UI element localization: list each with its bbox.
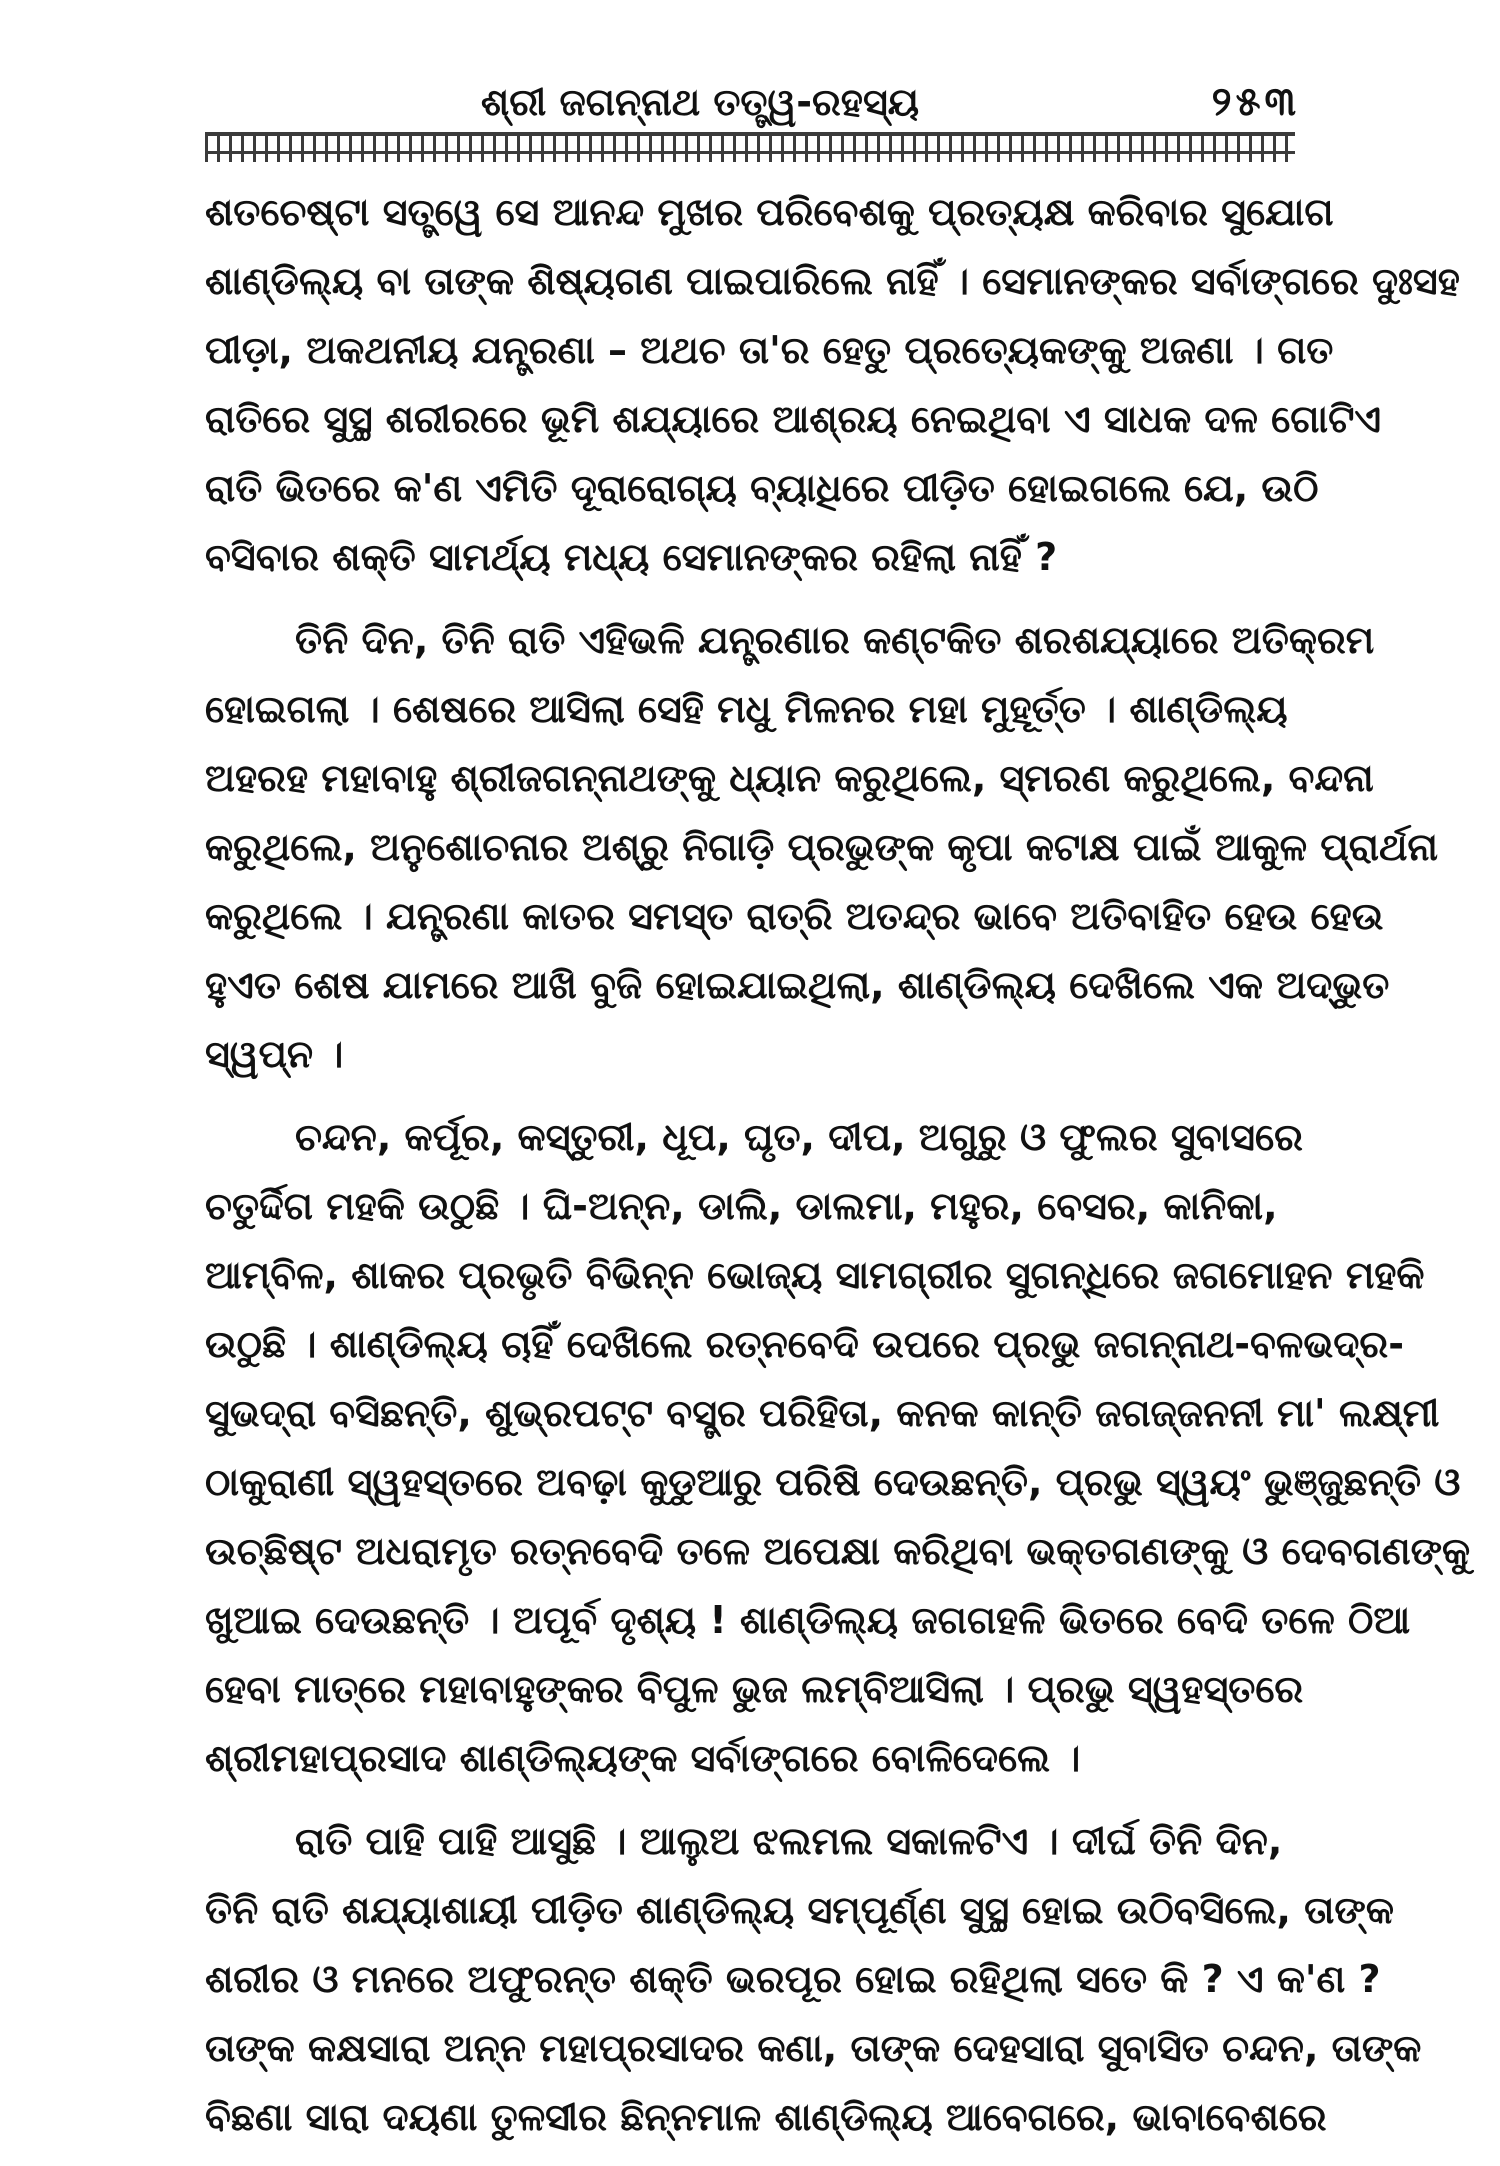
- text-line: ପୀଡ଼ା, ଅକଥନୀୟ ଯନ୍ତ୍ରଣା – ଅଥଚ ତା'ର ହେତୁ ପ୍ରତ୍ୟେକଙ୍କୁ ଅଜଣା । ଗତ: [205, 328, 1334, 372]
- text-line: ରାତି ଭିତରେ କ'ଣ ଏମିତି ଦୂରାରୋଗ୍ୟ ବ୍ୟାଧିରେ ପୀଡ଼ିତ ହୋଇଗଲେ ଯେ, ଉଠି: [205, 466, 1319, 510]
- text-line: ଶ୍ରୀମହାପ୍ରସାଦ ଶାଣ୍ଡିଲ୍ୟଙ୍କ ସର୍ବାଙ୍ଗରେ ବୋଳିଦେଲେ ।: [205, 1736, 1081, 1780]
- text-line: ତିନି ଦିନ, ତିନି ରାତି ଏହିଭଳି ଯନ୍ତ୍ରଣାର କଣ୍ଟକିତ ଶରଶଯ୍ୟାରେ ଅତିକ୍ରମ: [295, 618, 1375, 662]
- page-number: ୨୫୩: [1211, 79, 1300, 125]
- text-line: ଚନ୍ଦନ, କର୍ପୂର, କସ୍ତୁରୀ, ଧୂପ, ଘୃତ, ଦୀପ, ଅଗୁରୁ ଓ ଫୁଲର ସୁବାସରେ: [295, 1115, 1303, 1159]
- text-line: ଶାଣ୍ଡିଲ୍ୟ ବା ତାଙ୍କ ଶିଷ୍ୟଗଣ ପାଇପାରିଲେ ନାହିଁ । ସେମାନଙ୍କର ସର୍ବାଙ୍ଗରେ ଦୁଃସହ: [205, 259, 1460, 303]
- text-line: ସୁଭଦ୍ରା ବସିଛନ୍ତି, ଶୁଭ୍ରପଟ୍ଟ ବସ୍ତ୍ର ପରିହିତା, କନକ କାନ୍ତି ଜଗଜ୍ଜନନୀ ମା' ଲକ୍ଷ୍ମୀ: [205, 1391, 1440, 1435]
- paragraph-2: [205, 606, 1438, 1089]
- text-line: ବସିବାର ଶକ୍ତି ସାମର୍ଥ୍ୟ ମଧ୍ୟ ସେମାନଙ୍କର ରହିଲା ନାହିଁ ?: [205, 535, 1058, 579]
- running-head: [200, 72, 1300, 132]
- body-text: [205, 178, 1471, 2166]
- text-line: ବିଛଣା ସାରା ଦୟଣା ତୁଳସୀର ଛିନ୍ନମାଳ ଶାଣ୍ଡିଲ୍ୟ ଆବେଗରେ, ଭାବାବେଶରେ: [205, 2095, 1327, 2139]
- text-line: ସ୍ୱପ୍ନ ।: [205, 1032, 344, 1076]
- text-line: ଆମ୍ବିଳ, ଶାକର ପ୍ରଭୃତି ବିଭିନ୍ନ ଭୋଜ୍ୟ ସାମଗ୍ରୀର ସୁଗନ୍ଧିରେ ଜଗମୋହନ ମହକି: [205, 1253, 1425, 1297]
- page-title: ଶ୍ରୀ ଜଗନ୍ନାଥ ତତ୍ତ୍ୱ-ରହସ୍ୟ: [480, 80, 920, 124]
- text-line: ଚତୁର୍ଦ୍ଦିଗ ମହକି ଉଠୁଛି । ଘି-ଅନ୍ନ, ଡାଲି, ଡାଲମା, ମହୁର, ବେସର, କାନିକା,: [205, 1184, 1278, 1228]
- text-line: ରାତିରେ ସୁସ୍ଥ ଶରୀରରେ ଭୂମି ଶଯ୍ୟାରେ ଆଶ୍ରୟ ନେଇଥିବା ଏ ସାଧକ ଦଳ ଗୋଟିଏ: [205, 397, 1382, 441]
- text-line: ଠାକୁରାଣୀ ସ୍ୱହସ୍ତରେ ଅବଢ଼ା କୁଡୁଆରୁ ପରିଷି ଦେଉଛନ୍ତି, ପ୍ରଭୁ ସ୍ୱୟଂ ଭୁଞ୍ଜୁଛନ୍ତି ଓ: [205, 1460, 1461, 1504]
- paragraph-3: [205, 1103, 1471, 1793]
- paragraph-1: [205, 178, 1460, 592]
- text-line: ତାଙ୍କ କକ୍ଷସାରା ଅନ୍ନ ମହାପ୍ରସାଦର କଣା, ତାଙ୍କ ଦେହସାରା ସୁବାସିତ ଚନ୍ଦନ, ତାଙ୍କ: [205, 2026, 1422, 2070]
- text-line: ଉଚ୍ଛିଷ୍ଟ ଅଧରାମୃତ ରତ୍ନବେଦି ତଳେ ଅପେକ୍ଷା କରିଥିବା ଭକ୍ତଗଣଙ୍କୁ ଓ ଦେବଗଣଙ୍କୁ: [205, 1529, 1471, 1573]
- text-line: କରୁଥିଲେ । ଯନ୍ତ୍ରଣା କାତର ସମସ୍ତ ରାତ୍ରି ଅତନ୍ଦ୍ର ଭାବେ ଅତିବାହିତ ହେଉ ହେଉ: [205, 894, 1384, 938]
- text-line: ଶରୀର ଓ ମନରେ ଅଫୁରନ୍ତ ଶକ୍ତି ଭରପୂର ହୋଇ ରହିଥିଲା ସତେ କି ? ଏ କ'ଣ ?: [205, 1957, 1381, 2001]
- text-line: ଶତଚେଷ୍ଟା ସତ୍ତ୍ୱେ ସେ ଆନନ୍ଦ ମୁଖର ପରିବେଶକୁ ପ୍ରତ୍ୟକ୍ଷ କରିବାର ସୁଯୋଗ: [205, 190, 1334, 234]
- text-line: ହୁଏତ ଶେଷ ଯାମରେ ଆଖି ବୁଜି ହୋଇଯାଇଥିଲା, ଶାଣ୍ଡିଲ୍ୟ ଦେଖିଲେ ଏକ ଅଦ୍ଭୁତ: [205, 963, 1390, 1007]
- text-line: ଉଠୁଛି । ଶାଣ୍ଡିଲ୍ୟ ଚାହିଁ ଦେଖିଲେ ରତ୍ନବେଦି ଉପରେ ପ୍ରଭୁ ଜଗନ୍ନାଥ-ବଳଭଦ୍ର-: [205, 1322, 1404, 1366]
- ornamental-divider: [205, 132, 1295, 162]
- paragraph-4: [205, 1807, 1422, 2152]
- text-line: ଖୁଆଇ ଦେଉଛନ୍ତି । ଅପୂର୍ବ ଦୃଶ୍ୟ ! ଶାଣ୍ଡିଲ୍ୟ ଜଗଗହଳି ଭିତରେ ବେଦି ତଳେ ଠିଆ: [205, 1598, 1411, 1642]
- text-line: ହେବା ମାତ୍ରେ ମହାବାହୁଙ୍କର ବିପୁଳ ଭୁଜ ଲମ୍ବିଆସିଲା । ପ୍ରଭୁ ସ୍ୱହସ୍ତରେ: [205, 1667, 1304, 1711]
- text-line: ଅହରହ ମହାବାହୁ ଶ୍ରୀଜଗନ୍ନାଥଙ୍କୁ ଧ୍ୟାନ କରୁଥିଲେ, ସ୍ମରଣ କରୁଥିଲେ, ବନ୍ଦନା: [205, 756, 1374, 800]
- text-line: ରାତି ପାହି ପାହି ଆସୁଛି । ଆଲୁଅ ଝଲମଲ ସକାଳଟିଏ । ଦୀର୍ଘ ତିନି ଦିନ,: [295, 1819, 1283, 1863]
- text-line: ହୋଇଗଲା । ଶେଷରେ ଆସିଲା ସେହି ମଧୁ ମିଳନର ମହା ମୁହୂର୍ତ୍ତ । ଶାଣ୍ଡିଲ୍ୟ: [205, 687, 1288, 731]
- text-line: କରୁଥିଲେ, ଅନୁଶୋଚନାର ଅଶ୍ରୁ ନିଗାଡ଼ି ପ୍ରଭୁଙ୍କ କୃପା କଟାକ୍ଷ ପାଇଁ ଆକୁଳ ପ୍ରାର୍ଥନା: [205, 825, 1438, 869]
- text-line: ତିନି ରାତି ଶଯ୍ୟାଶାୟୀ ପୀଡ଼ିତ ଶାଣ୍ଡିଲ୍ୟ ସମ୍ପୂର୍ଣ୍ଣ ସୁସ୍ଥ ହୋଇ ଉଠିବସିଲେ, ତାଙ୍କ: [205, 1888, 1394, 1932]
